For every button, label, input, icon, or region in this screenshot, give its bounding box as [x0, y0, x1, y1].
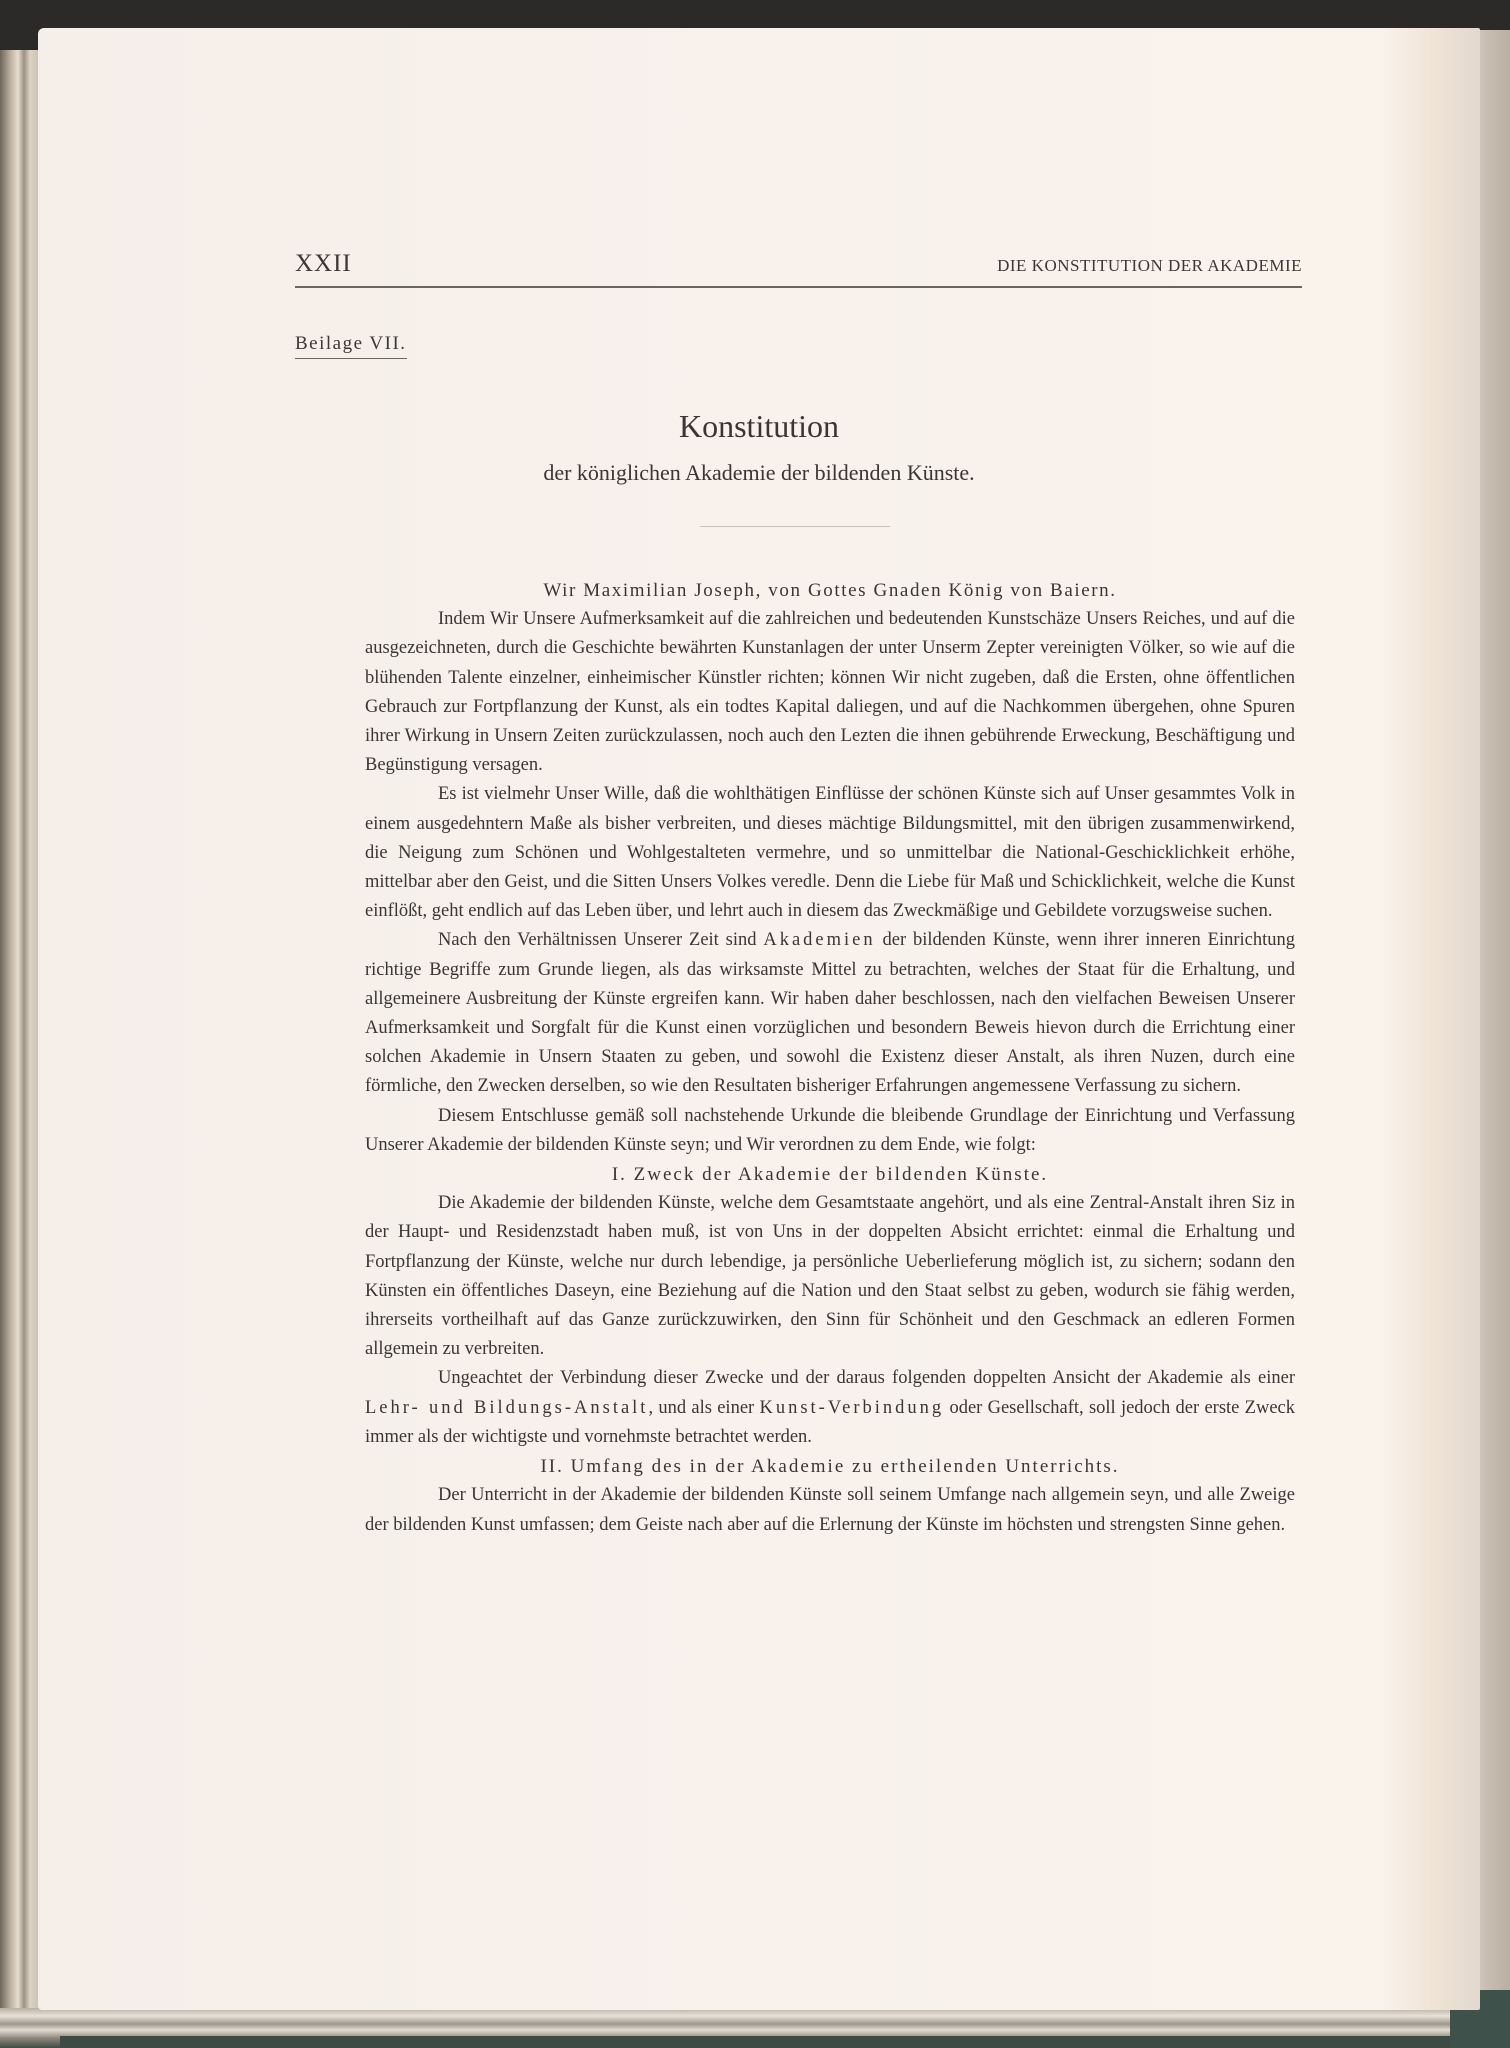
text-span: Nach den Verhältnissen Unserer Zeit sind [438, 930, 764, 951]
document-title: Konstitution [678, 408, 839, 444]
running-head [295, 250, 1302, 278]
text-span: Ungeachtet der Verbindung dieser Zwecke und der daraus folgenden doppelten Ansicht der Akademie als einer [438, 1368, 1295, 1389]
document-body [365, 576, 1295, 1540]
section-heading-1: I. Zweck der Akademie der bildenden Künste. [611, 1164, 1049, 1186]
section-2-paragraph-1: Der Unterricht in der Akademie der bildenden Künste soll seinem Umfange nach allgemein seyn, und alle Zweige der bildenden Kunst umfassen; dem Geiste nach aber auf die Erlernung der Künste im höchsten und strengsten Sinne gehen. [365, 1485, 1295, 1535]
text-span: , und als einer [648, 1397, 760, 1418]
page-number: XXII [295, 250, 352, 277]
title-divider [700, 526, 890, 527]
invocation: Wir Maximilian Joseph, von Gottes Gnaden König von Baiern. [543, 580, 1117, 601]
preamble-paragraph-3 [365, 926, 1295, 1101]
emphasis-lehr-anstalt: Lehr- und Bildungs-Anstalt [365, 1397, 649, 1418]
section-1-paragraph-1: Die Akademie der bildenden Künste, welche dem Gesamtstaate angehört, und als eine Zentral-Anstalt ihren Siz in der Haupt- und Residenzstadt haben muß, ist von Uns in der doppelten Absicht errichtet: einmal die Erhaltung und Fortpflanzung der Künste, welche nur durch lebendige, ja persönliche Ueberlieferung möglich ist, zu sichern; sodann den Künsten ein öffentliches Daseyn, eine Beziehung auf die Nation und den Staat selbst zu geben, wodurch sie fähig werden, ihrerseits vortheilhaft auf das Ganze zurückzuwirken, den Sinn für Schönheit und den Geschmack an edleren Formen allgemein zu verbreiten. [365, 1193, 1295, 1360]
section-heading-2: II. Umfang des in der Akademie zu ertheilenden Unterrichts. [540, 1456, 1120, 1478]
document-subtitle: der königlichen Akademie der bildenden Künste. [543, 460, 975, 485]
section-1-paragraph-2 [365, 1364, 1295, 1452]
running-head-rule [295, 286, 1302, 288]
emphasis-kunst-verbindung: Kunst-Verbindung [759, 1397, 945, 1418]
preamble-paragraph-1: Indem Wir Unsere Aufmerksamkeit auf die zahlreichen und bedeutenden Kunstschäze Unsers Reiches, und auf die ausgezeichneten, durch die Geschichte bewährten Kunstanlagen der unter Unserm Zepter vereinigten Völker, so wie auf die blühenden Talente einzelner, einheimischer Künstler richten; können Wir nicht zugeben, daß die Ersten, ohne öffentlichen Gebrauch zur Fortpflanzung der Kunst, als ein todtes Kapital daliegen, und auf die Nachkommen übergehen, ohne Spuren ihrer Wirkung in Unsern Zeiten zurückzulassen, noch auch den Lezten die ihnen gebührende Erweckung, Beschäftigung und Begünstigung versagen. [365, 609, 1295, 776]
running-head-title: DIE KONSTITUTION DER AKADEMIE [997, 256, 1302, 275]
emphasis-akademien: Akademien [763, 930, 876, 951]
preamble-paragraph-4: Diesem Entschlusse gemäß soll nachstehende Urkunde die bleibende Grundlage der Einrichtung und Verfassung Unserer Akademie der bildenden Künste seyn; und Wir verordnen zu dem Ende, wie folgt: [365, 1105, 1295, 1155]
book-cover-cloth [60, 2036, 1510, 2048]
text-span: der bildenden Künste, wenn ihrer inneren Einrichtung richtige Begriffe zum Grunde liegen, als das wirksamste Mittel zu betrachten, welches der Staat für die Erhaltung, und allgemeinere Ausbreitung der Künste ergreifen kann. Wir haben daher beschlossen, nach den vielfachen Beweisen Unserer Aufmerksamkeit und Sorgfalt für die Kunst einen vorzüglichen und besondern Beweis hievon durch die Errichtung einer solchen Akademie in Unsern Staaten zu geben, und sowohl die Existenz dieser Anstalt, als ihren Nuzen, durch eine förmliche, den Zwecken derselben, so wie den Resultaten bisheriger Erfahrungen angemessene Verfassung zu sichern. [365, 930, 1295, 1097]
book-page [38, 28, 1480, 2010]
text-span: oder Gesellschaft, soll jedoch der erste Zweck immer als der wichtigste und vornehmste betrachtet werden. [365, 1397, 1295, 1447]
preamble-paragraph-2: Es ist vielmehr Unser Wille, daß die wohlthätigen Einflüsse der schönen Künste sich auf Unser gesammtes Volk in einem ausgedehntern Maße als bisher verbreiten, und dieses mächtige Bildungsmittel, mit den übrigen zusammenwirkend, die Neigung zum Schönen und Wohlgestalteten vermehre, und so unmittelbar die National-Geschicklichkeit erhöhe, mittelbar aber den Geist, und die Sitten Unsers Volkes veredle. Denn die Liebe für Maß und Schicklichkeit, welche die Kunst einflößt, geht endlich auf das Leben über, und lehrt auch in diesem das Zweckmäßige und Gebildete vorzugsweise suchen. [365, 784, 1295, 922]
book-page-edges-left [0, 50, 40, 2040]
appendix-label: Beilage VII. [295, 333, 407, 359]
